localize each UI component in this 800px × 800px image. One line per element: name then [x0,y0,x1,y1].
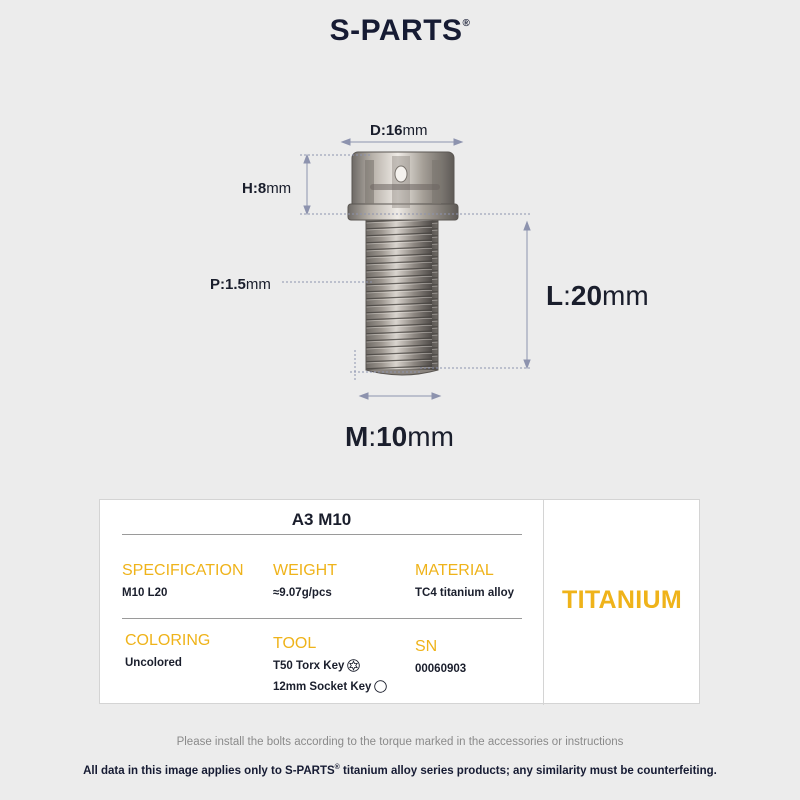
socket-icon [374,680,387,693]
sn-value: 00060903 [415,663,467,675]
weight-value: ≈9.07g/pcs [273,587,332,599]
dimension-p-label: P:1.5mm [210,276,271,293]
dimension-m-label: M:10mm [345,421,454,452]
material-label: MATERIAL [415,562,494,579]
spec-material [415,562,514,603]
dimension-l-label: L:20mm [546,280,649,311]
divider [122,534,522,535]
dimension-d-label: D:16mm [370,122,428,139]
sn-label: SN [415,638,438,655]
dimension-h-label: H:8mm [242,180,292,197]
spec-title: A3 M10 [291,510,352,529]
bolt-thread [366,220,438,375]
bolt-head [348,152,458,220]
spec-sn [415,638,466,679]
spec-panel [99,499,700,704]
spec-specification [122,562,244,603]
tool-item-torx: T50 Torx Key [273,657,387,676]
coloring-label: COLORING [125,632,211,649]
weight-label: WEIGHT [273,562,337,579]
spec-tool [273,635,387,697]
install-note: Please install the bolts according to the torque marked in the accessories or instructions [176,736,624,748]
disclaimer: All data in this image applies only to S-PARTS® titanium alloy series products; any similarity must be counterfeiting. [83,764,717,777]
tool-label: TOOL [273,635,317,652]
specification-value: M10 L20 [122,587,168,599]
tool-item-socket: 12mm Socket Key [273,678,387,697]
specification-label: SPECIFICATION [122,562,244,579]
brand-logo: S-PARTS® [329,14,471,47]
spec-coloring [125,632,210,673]
coloring-value: Uncolored [125,657,182,669]
material-badge: TITANIUM [562,586,682,614]
spec-weight [273,562,337,603]
divider [122,618,522,619]
material-value: TC4 titanium alloy [415,587,515,599]
torx-icon [347,659,360,672]
